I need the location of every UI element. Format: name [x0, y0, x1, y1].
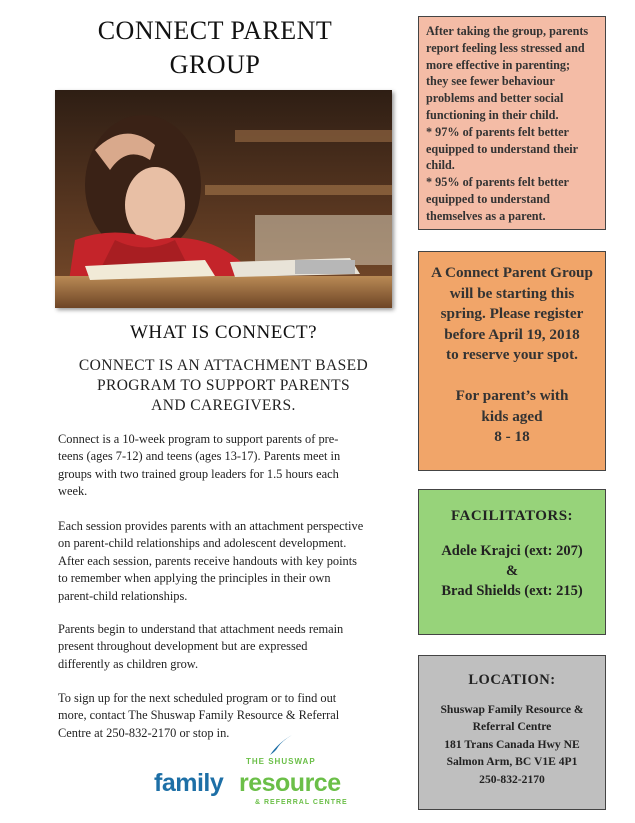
- paragraph-line: more, contact The Shuswap Family Resource & Referral: [58, 708, 340, 723]
- title-line-1: CONNECT PARENT: [97, 16, 333, 45]
- logo-bottom-text: & REFERRAL CENTRE: [255, 799, 348, 806]
- logo-word-family: family: [154, 769, 224, 797]
- outcomes-line: equipped to understand: [426, 191, 550, 206]
- paragraph-line: to remember when applying the principles in their own: [58, 571, 331, 586]
- paragraph-line: After each session, parents receive handouts with key points: [58, 553, 358, 568]
- facilitator-name: Brad Shields (ext: 215): [441, 583, 583, 599]
- logo-word-resource: resource: [239, 769, 341, 797]
- announcement-line: spring. Please register: [440, 305, 584, 323]
- outcomes-line: functioning in their child.: [426, 107, 559, 122]
- location-line: Referral Centre: [472, 720, 552, 734]
- signup-paragraph: [58, 690, 400, 742]
- paragraph-line: Centre at 250-832-2170 or stop in.: [58, 725, 230, 740]
- logo-top-text: THE SHUSWAP: [246, 757, 316, 766]
- paragraph-line: present throughout development but are expressed: [58, 639, 308, 654]
- paragraph-line: on parent-child relationships and adolescent development.: [58, 536, 347, 551]
- paragraph-line: differently as children grow.: [58, 656, 199, 671]
- announcement-line: before April 19, 2018: [444, 325, 580, 343]
- outcomes-line: child.: [426, 158, 455, 173]
- outcomes-line: they see fewer behaviour: [426, 74, 555, 89]
- paragraph-line: teens (ages 7-12) and teens (ages 13-17). Parents meet in: [58, 449, 341, 464]
- paragraph-line: Each session provides parents with an attachment perspective: [58, 519, 364, 533]
- announcement-line: will be starting this: [449, 284, 575, 302]
- outcomes-line: * 95% of parents felt better: [426, 175, 569, 190]
- location-line: 181 Trans Canada Hwy NE: [444, 737, 580, 751]
- paragraph-line: week.: [58, 484, 88, 499]
- outcomes-line: report feeling less stressed and: [426, 40, 585, 55]
- age-line: kids aged: [481, 407, 543, 425]
- outcomes-line: themselves as a parent.: [426, 208, 546, 223]
- attachment-paragraph: [58, 621, 400, 673]
- facilitator-amp: &: [505, 563, 519, 579]
- subheading-line: PROGRAM TO SUPPORT PARENTS: [96, 377, 351, 394]
- facilitator-name: Adele Krajci (ext: 207): [441, 543, 583, 559]
- age-line: For parent’s with: [455, 386, 569, 404]
- announcement-box: [418, 251, 606, 471]
- location-line: Salmon Arm, BC V1E 4P1: [446, 755, 578, 769]
- paragraph-line: Connect is a 10-week program to support parents of pre-: [58, 432, 339, 446]
- paragraph-line: Parents begin to understand that attachment needs remain: [58, 622, 344, 636]
- location-heading: LOCATION:: [468, 672, 556, 688]
- what-is-connect-subheading: [55, 356, 392, 416]
- outcomes-line: problems and better social: [426, 91, 564, 106]
- title-line-2: GROUP: [169, 50, 261, 79]
- location-box: [418, 655, 606, 810]
- teen-photo-image: [55, 90, 392, 308]
- age-line: 8 - 18: [494, 428, 530, 446]
- session-description-paragraph: [58, 518, 400, 605]
- program-description-paragraph: [58, 431, 400, 501]
- location-line: Shuswap Family Resource &: [440, 703, 584, 716]
- outcomes-box: [418, 16, 606, 230]
- paragraph-line: groups with two trained group leaders for 1.5 hours each: [58, 466, 339, 481]
- announcement-line: A Connect Parent Group: [431, 264, 593, 281]
- outcomes-line: * 97% of parents felt better: [426, 124, 569, 139]
- outcomes-line: After taking the group, parents: [426, 24, 589, 38]
- subheading-line: AND CAREGIVERS.: [151, 397, 296, 414]
- facilitators-box: [418, 489, 606, 635]
- subheading-line: CONNECT IS AN ATTACHMENT BASED: [78, 357, 369, 374]
- paragraph-line: To sign up for the next scheduled program or to find out: [58, 691, 337, 705]
- outcomes-line: more effective in parenting;: [426, 57, 571, 72]
- teen-illustration: [55, 90, 392, 308]
- page-title: [50, 14, 380, 82]
- location-line: 250-832-2170: [479, 772, 545, 786]
- announcement-line: to reserve your spot.: [446, 346, 578, 364]
- paragraph-line: parent-child relationships.: [58, 588, 188, 603]
- what-is-connect-heading: WHAT IS CONNECT?: [129, 322, 318, 343]
- outcomes-line: equipped to understand their: [426, 141, 579, 156]
- facilitators-heading: FACILITATORS:: [450, 508, 574, 524]
